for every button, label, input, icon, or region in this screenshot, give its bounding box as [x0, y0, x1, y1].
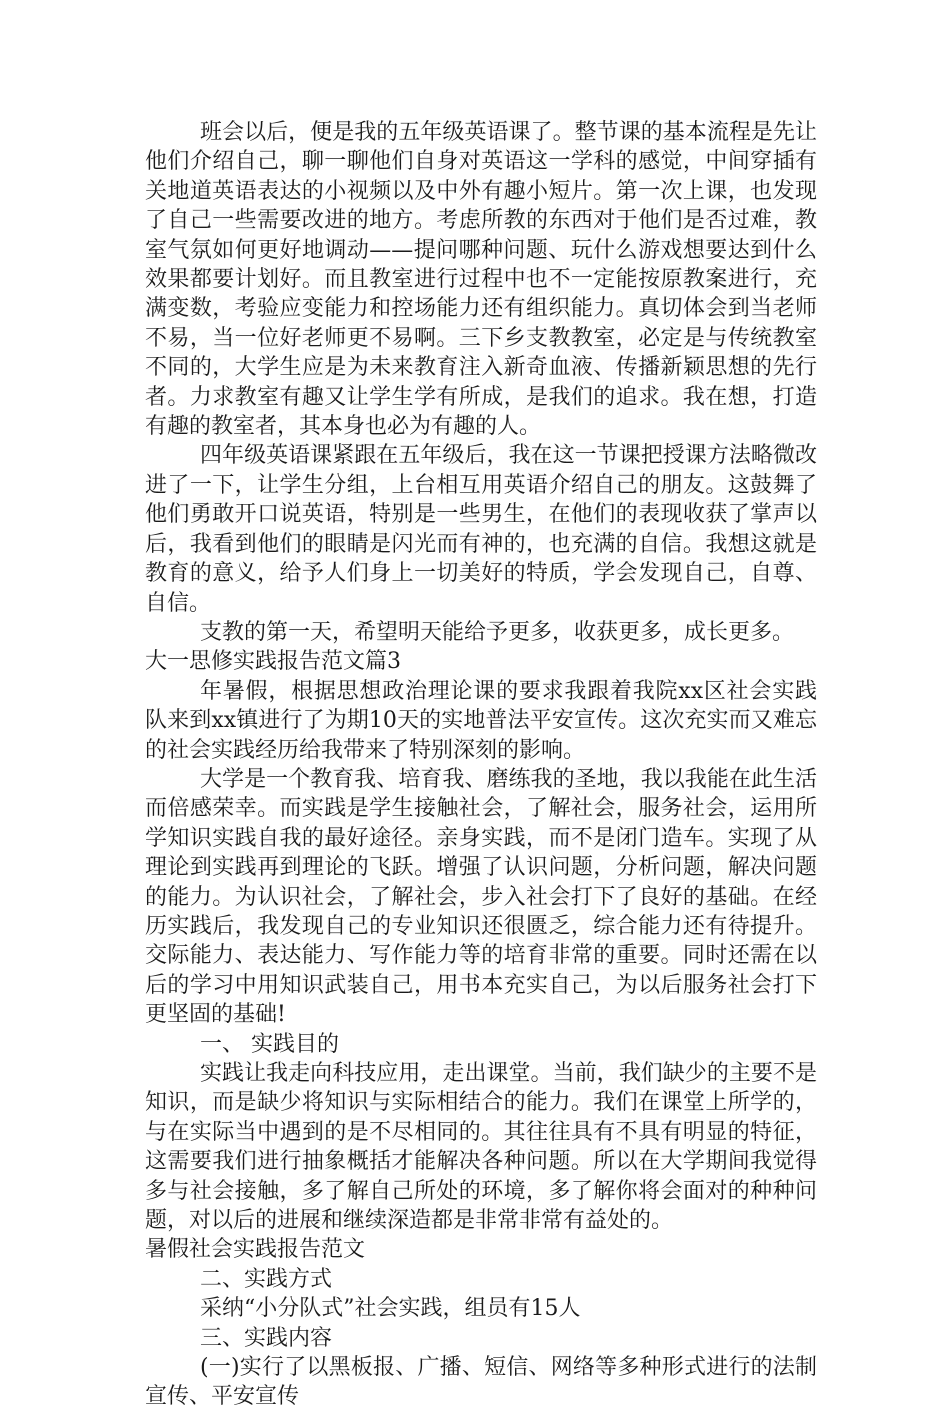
paragraph-practice-purpose: 实践让我走向科技应用，走出课堂。当前，我们缺少的主要不是知识，而是缺少将知识与实际相结合的能力。我们在课堂上所学的，与在实际当中遇到的是不尽相同的。其往往具有不具有明显的特征，这需要我们进行抽象概括才能解决各种问题。所以在大学期间我觉得多与社会接触，多了解自己所处的环境，多了解你将会面对的种种问题，对以后的进展和继续深造都是非常非常有益处的。	[145, 1061, 817, 1234]
paragraph-english-class-grade5: 班会以后，便是我的五年级英语课了。整节课的基本流程是先让他们介绍自己，聊一聊他们自身对英语这一学科的感觉，中间穿插有关地道英语表达的小视频以及中外有趣小短片。第一次上课，也发现了自己一些需要改进的地方。考虑所教的东西对于他们是否过难，教室气氛如何更好地调动——提问哪种问题、玩什么游戏想要达到什么效果都要计划好。而且教室进行过程中也不一定能按原教案进行，充满变数，考验应变能力和控场能力还有组织能力。真切体会到当老师不易，当一位好老师更不易啊。三下乡支教教室，必定是与传统教室不同的，大学生应是为未来教育注入新奇血液、传播新颖思想的先行者。力求教室有趣又让学生学有所成，是我们的追求。我在想，打造有趣的教室者，其本身也必为有趣的人。	[145, 120, 817, 440]
document-body	[145, 118, 817, 1412]
paragraph-university: 大学是一个教育我、培育我、磨练我的圣地，我以我能在此生活而倍感荣幸。而实践是学生接触社会，了解社会，服务社会，运用所学知识实践自我的最好途径。亲身实践，而不是闭门造车。实现了从理论到实践再到理论的飞跃。增强了认识问题，分析问题，解决问题的能力。为认识社会，了解社会，步入社会打下了良好的基础。在经历实践后，我发现自己的专业知识还很匮乏，综合能力还有待提升。交际能力、表达能力、写作能力等的培育非常的重要。同时还需在以后的学习中用知识武装自己，用书本充实自己，为以后服务社会打下更坚固的基础!	[145, 766, 817, 1028]
heading-practice-purpose: 一、 实践目的	[200, 1031, 339, 1057]
paragraph-practice-method: 采纳“小分队式”社会实践，组员有15人	[200, 1296, 581, 1322]
paragraph-english-class-grade4: 四年级英语课紧跟在五年级后，我在这一节课把授课方法略微改进了一下，让学生分组，上台相互用英语介绍自己的朋友。这鼓舞了他们勇敢开口说英语，特别是一些男生，在他们的表现收获了掌声以后，我看到他们的眼睛是闪光而有神的，也充满的自信。我想这就是教育的意义，给予人们身上一切美好的特质，学会发现自己，自尊、自信。	[145, 443, 817, 616]
paragraph-first-day: 支教的第一天，希望明天能给予更多，收获更多，成长更多。	[200, 619, 795, 645]
heading-practice-method: 二、实践方式	[200, 1266, 333, 1292]
heading-practice-content: 三、实践内容	[200, 1325, 333, 1351]
paragraph-summer-practice: 年暑假，根据思想政治理论课的要求我跟着我院xx区社会实践队来到xx镇进行了为期10天的实地普法平安宣传。这次充实而又难忘的社会实践经历给我带来了特别深刻的影响。	[145, 678, 817, 763]
paragraph-practice-content-1: (一)实行了以黑板报、广播、短信、网络等多种形式进行的法制宣传、平安宣传	[145, 1355, 817, 1410]
section-heading-article3: 大一思修实践报告范文篇3	[145, 649, 401, 675]
section-heading-summer-report: 暑假社会实践报告范文	[145, 1237, 366, 1263]
